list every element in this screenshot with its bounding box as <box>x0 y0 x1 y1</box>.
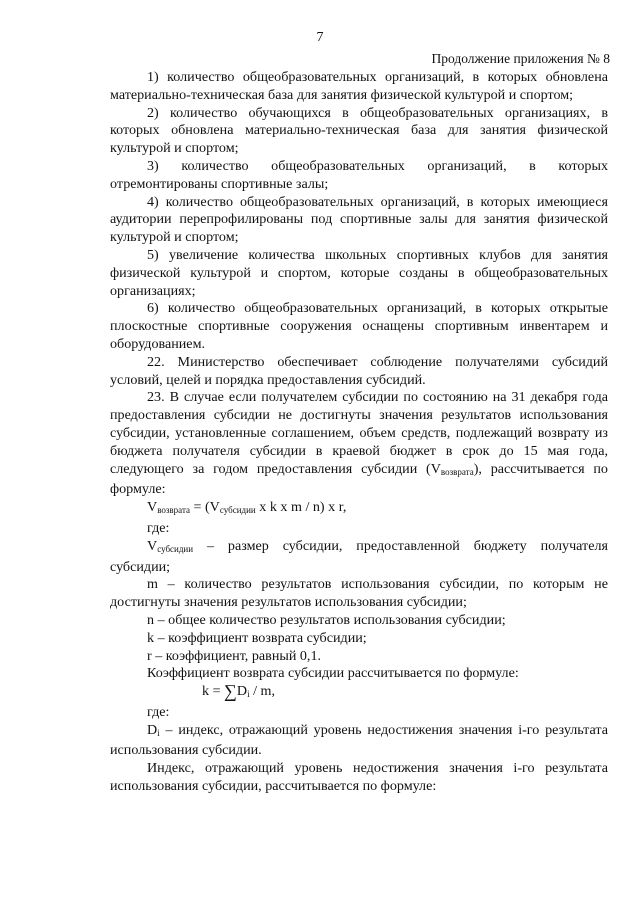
paragraph: 4) количество общеобразовательных организаций, в которых имеющиеся аудитории перепрофилированы под спортивные залы для занятия физической культурой и спортом; <box>110 193 608 246</box>
formula1-v-sub: возврата <box>157 505 190 516</box>
where-label: где: <box>147 519 170 536</box>
where-label-2: где: <box>147 703 170 720</box>
formula1-v: V <box>147 499 158 516</box>
paragraph-23 <box>110 389 608 499</box>
formula2-d-sub: i <box>247 689 250 700</box>
paragraph: 5) увеличение количества школьных спортивных клубов для занятия физической культурой и спортом, которые созданы в общеобразовательных организациях; <box>110 246 608 299</box>
appendix-label: Продолжение приложения № 8 <box>431 51 610 66</box>
formula2-lhs: k = <box>202 683 225 700</box>
document-body <box>110 69 608 796</box>
formula1-rest: x k x m / n) x r, <box>255 499 347 516</box>
page-number: 7 <box>316 30 324 45</box>
paragraph: 6) количество общеобразовательных организаций, в которых открытые плоскостные спортивные сооружения оснащены спортивным инвентарем и оборудованием. <box>110 300 608 352</box>
sigma-symbol: ∑ <box>224 681 237 702</box>
formula1-v2-sub: субсидии <box>219 505 256 516</box>
formula-v-return <box>110 499 608 520</box>
formula2-rest: / m, <box>249 683 276 700</box>
def-vsub-sym: V <box>147 537 158 554</box>
paragraph: 1) количество общеобразовательных организаций, в которых обновлена материально-техническая база для занятия физической культурой и спортом; <box>110 69 608 103</box>
formula2-d: D <box>236 683 248 700</box>
def-k: k – коэффициент возврата субсидии; <box>147 629 367 646</box>
formula1-eq: = (V <box>189 499 220 516</box>
def-m: m – количество результатов использования субсидии, по которым не достигнуты значения результатов использования субсидии; <box>110 576 608 611</box>
last-paragraph: Индекс, отражающий уровень недостижения значения i-го результата использования субсидии, рассчитывается по формуле: <box>110 760 608 795</box>
def-di-text: – индекс, отражающий уровень недостижения значения i-го результата использования субсидии. <box>110 721 608 759</box>
def-vsub <box>110 538 608 577</box>
p23-text-before: 23. В случае если получателем субсидии по состоянию на 31 декабря года предоставления субсидии не достигнуты значения результатов использования субсидии, установленные соглашением, объем средств, подлежащий возврату из бюджета получателя субсидии в краевой бюджет в срок до 15 мая года, следующего за годом предоставления субсидии (V <box>110 389 608 477</box>
p23-text-after: ), рассчитывается по формуле: <box>110 460 608 498</box>
def-di-sub: i <box>157 727 160 738</box>
k-intro: Коэффициент возврата субсидии рассчитывается по формуле: <box>147 665 519 682</box>
paragraph: 22. Министерство обеспечивает соблюдение получателями субсидий условий, целей и порядка предоставления субсидий. <box>110 353 608 388</box>
def-vsub-sub: субсидии <box>157 543 194 554</box>
def-vsub-text: – размер субсидии, предоставленной бюджету получателя субсидии; <box>110 537 608 575</box>
p23-subscript: возврата <box>440 466 474 477</box>
paragraph: 3) количество общеобразовательных организаций, в которых отремонтированы спортивные залы; <box>110 157 608 192</box>
def-di-sym: D <box>147 721 158 738</box>
def-r: r – коэффициент, равный 0,1. <box>147 647 322 664</box>
def-di <box>110 722 608 761</box>
def-n: n – общее количество результатов использования субсидии; <box>147 611 506 628</box>
paragraph: 2) количество обучающихся в общеобразовательных организациях, в которых обновлена материально-техническая база для занятия физической культурой и спортом; <box>110 104 608 157</box>
formula-k <box>110 683 608 704</box>
